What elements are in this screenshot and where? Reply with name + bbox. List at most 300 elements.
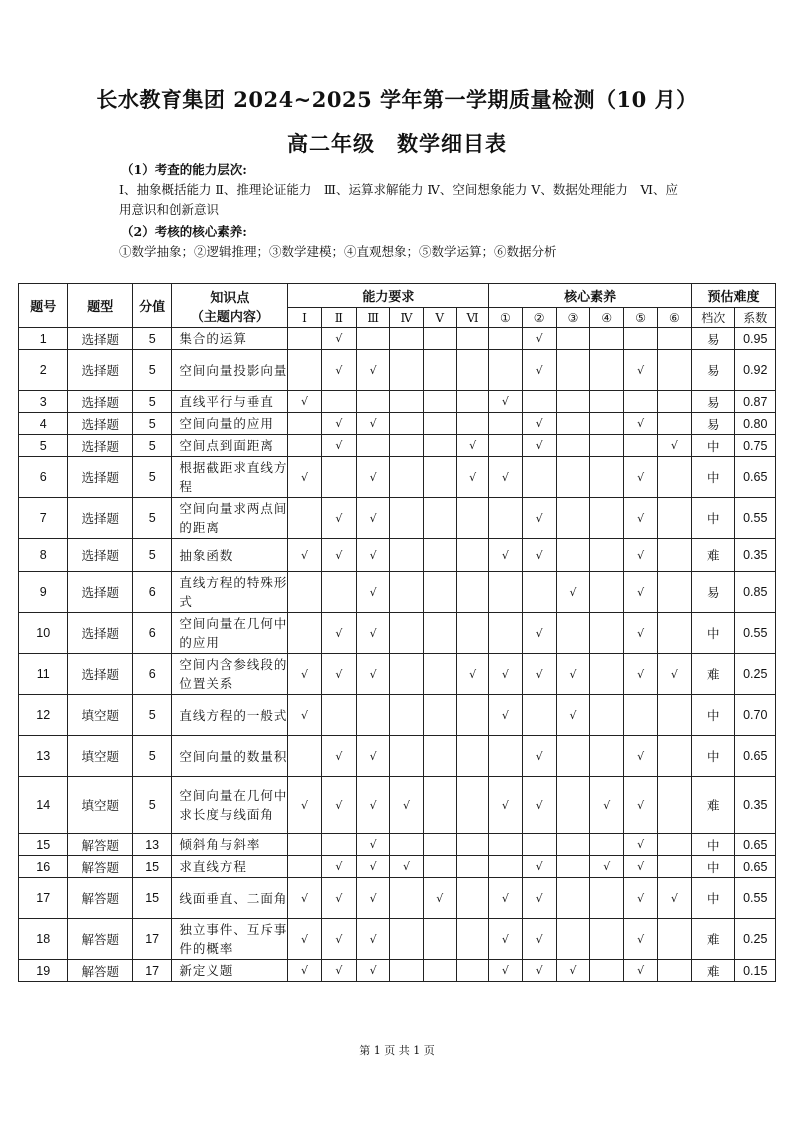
ability-empty xyxy=(321,834,356,856)
literacy-section xyxy=(119,222,679,262)
question-number: 11 xyxy=(19,654,68,695)
question-score: 5 xyxy=(133,350,172,391)
difficulty-level: 难 xyxy=(692,539,735,572)
question-number: 4 xyxy=(19,413,68,435)
header-topic-line2: （主题内容） xyxy=(190,309,269,325)
ability-check: √ xyxy=(423,878,456,919)
question-type: 解答题 xyxy=(68,878,133,919)
ability-empty xyxy=(390,878,423,919)
ability-check: √ xyxy=(357,856,390,878)
literacy-check: √ xyxy=(624,919,657,960)
question-topic: 空间向量求两点间的距离 xyxy=(172,498,288,539)
ability-check: √ xyxy=(357,350,390,391)
literacy-empty xyxy=(657,736,691,777)
literacy-empty xyxy=(489,328,522,350)
difficulty-coefficient: 0.55 xyxy=(735,878,776,919)
question-type: 填空题 xyxy=(68,695,133,736)
header-ability: 能力要求 xyxy=(288,284,489,308)
ability-empty xyxy=(423,613,456,654)
question-score: 17 xyxy=(133,919,172,960)
question-topic: 新定义题 xyxy=(172,960,288,982)
literacy-check: √ xyxy=(522,613,556,654)
table-row xyxy=(19,391,776,413)
literacy-empty xyxy=(522,572,556,613)
literacy-empty xyxy=(657,391,691,413)
question-type: 填空题 xyxy=(68,777,133,834)
ability-check: √ xyxy=(357,413,390,435)
literacy-empty xyxy=(657,960,691,982)
literacy-empty xyxy=(489,613,522,654)
table-row xyxy=(19,572,776,613)
difficulty-col-header: 系数 xyxy=(735,308,776,328)
literacy-empty xyxy=(489,834,522,856)
literacy-empty xyxy=(657,613,691,654)
ability-empty xyxy=(423,350,456,391)
ability-empty xyxy=(390,435,423,457)
ability-empty xyxy=(288,413,321,435)
literacy-empty xyxy=(590,350,624,391)
ability-check: √ xyxy=(357,834,390,856)
ability-check: √ xyxy=(357,777,390,834)
question-topic: 独立事件、互斥事件的概率 xyxy=(172,919,288,960)
ability-col-header: Ⅴ xyxy=(423,308,456,328)
ability-empty xyxy=(423,919,456,960)
ability-empty xyxy=(456,878,488,919)
table-row xyxy=(19,413,776,435)
literacy-check: √ xyxy=(489,960,522,982)
question-number: 19 xyxy=(19,960,68,982)
difficulty-level: 中 xyxy=(692,856,735,878)
ability-empty xyxy=(423,654,456,695)
question-score: 5 xyxy=(133,695,172,736)
literacy-check: √ xyxy=(556,572,589,613)
difficulty-coefficient: 0.95 xyxy=(735,328,776,350)
ability-check: √ xyxy=(288,878,321,919)
difficulty-coefficient: 0.65 xyxy=(735,856,776,878)
ability-empty xyxy=(357,435,390,457)
ability-empty xyxy=(423,328,456,350)
difficulty-coefficient: 0.55 xyxy=(735,498,776,539)
table-row xyxy=(19,919,776,960)
literacy-empty xyxy=(657,328,691,350)
question-topic: 空间向量在几何中的应用 xyxy=(172,613,288,654)
literacy-empty xyxy=(590,695,624,736)
ability-check: √ xyxy=(321,919,356,960)
difficulty-level: 易 xyxy=(692,391,735,413)
literacy-empty xyxy=(657,856,691,878)
literacy-check: √ xyxy=(624,613,657,654)
ability-check: √ xyxy=(357,654,390,695)
ability-empty xyxy=(456,413,488,435)
literacy-check: √ xyxy=(489,777,522,834)
question-score: 5 xyxy=(133,736,172,777)
ability-check: √ xyxy=(321,539,356,572)
header-no: 题号 xyxy=(19,284,68,328)
difficulty-level: 易 xyxy=(692,572,735,613)
ability-empty xyxy=(456,919,488,960)
ability-col-header: Ⅱ xyxy=(321,308,356,328)
difficulty-level: 中 xyxy=(692,435,735,457)
difficulty-level: 易 xyxy=(692,328,735,350)
question-number: 9 xyxy=(19,572,68,613)
ability-empty xyxy=(423,736,456,777)
ability-empty xyxy=(456,856,488,878)
ability-empty xyxy=(288,856,321,878)
literacy-check: √ xyxy=(489,919,522,960)
literacy-check: √ xyxy=(624,654,657,695)
literacy-check: √ xyxy=(522,919,556,960)
difficulty-level: 中 xyxy=(692,498,735,539)
ability-check: √ xyxy=(288,960,321,982)
ability-check: √ xyxy=(357,539,390,572)
question-number: 1 xyxy=(19,328,68,350)
literacy-check: √ xyxy=(624,350,657,391)
literacy-empty xyxy=(556,856,589,878)
literacy-check: √ xyxy=(624,572,657,613)
ability-check: √ xyxy=(288,695,321,736)
document-title: 长水教育集团 2024~2025 学年第一学期质量检测（10 月） xyxy=(96,87,698,112)
ability-heading: （1）考查的能力层次: xyxy=(121,162,247,177)
difficulty-level: 中 xyxy=(692,613,735,654)
question-score: 5 xyxy=(133,435,172,457)
difficulty-coefficient: 0.80 xyxy=(735,413,776,435)
question-type: 选择题 xyxy=(68,350,133,391)
literacy-check: √ xyxy=(522,328,556,350)
difficulty-level: 中 xyxy=(692,695,735,736)
ability-check: √ xyxy=(390,856,423,878)
literacy-empty xyxy=(522,457,556,498)
ability-check: √ xyxy=(321,498,356,539)
question-type: 选择题 xyxy=(68,654,133,695)
literacy-check: √ xyxy=(489,391,522,413)
literacy-empty xyxy=(590,328,624,350)
detail-table xyxy=(18,283,776,982)
question-type: 选择题 xyxy=(68,572,133,613)
question-number: 14 xyxy=(19,777,68,834)
question-type: 解答题 xyxy=(68,960,133,982)
difficulty-coefficient: 0.35 xyxy=(735,777,776,834)
ability-empty xyxy=(423,498,456,539)
difficulty-level: 难 xyxy=(692,777,735,834)
ability-empty xyxy=(423,435,456,457)
ability-check: √ xyxy=(321,435,356,457)
literacy-text: ①数学抽象；②逻辑推理；③数学建模；④直观想象；⑤数学运算；⑥数据分析 xyxy=(119,244,557,259)
question-score: 6 xyxy=(133,654,172,695)
ability-empty xyxy=(288,498,321,539)
question-topic: 空间向量的数量积 xyxy=(172,736,288,777)
literacy-empty xyxy=(556,539,589,572)
literacy-check: √ xyxy=(624,457,657,498)
difficulty-coefficient: 0.70 xyxy=(735,695,776,736)
ability-empty xyxy=(423,960,456,982)
ability-empty xyxy=(456,960,488,982)
table-row xyxy=(19,613,776,654)
literacy-empty xyxy=(624,695,657,736)
ability-empty xyxy=(390,457,423,498)
literacy-col-header: ④ xyxy=(590,308,624,328)
difficulty-level: 中 xyxy=(692,878,735,919)
literacy-check: √ xyxy=(522,350,556,391)
literacy-empty xyxy=(657,572,691,613)
question-score: 5 xyxy=(133,413,172,435)
question-score: 5 xyxy=(133,539,172,572)
ability-check: √ xyxy=(288,777,321,834)
literacy-empty xyxy=(624,435,657,457)
ability-check: √ xyxy=(321,654,356,695)
question-number: 10 xyxy=(19,613,68,654)
literacy-col-header: ⑥ xyxy=(657,308,691,328)
ability-empty xyxy=(390,919,423,960)
question-score: 5 xyxy=(133,457,172,498)
literacy-empty xyxy=(556,391,589,413)
literacy-check: √ xyxy=(489,878,522,919)
ability-col-header: Ⅵ xyxy=(456,308,488,328)
ability-check: √ xyxy=(288,539,321,572)
literacy-check: √ xyxy=(657,654,691,695)
table-row xyxy=(19,539,776,572)
difficulty-coefficient: 0.25 xyxy=(735,919,776,960)
ability-col-header: Ⅰ xyxy=(288,308,321,328)
question-number: 6 xyxy=(19,457,68,498)
question-score: 17 xyxy=(133,960,172,982)
table-row xyxy=(19,736,776,777)
ability-empty xyxy=(390,654,423,695)
ability-empty xyxy=(288,572,321,613)
literacy-check: √ xyxy=(522,960,556,982)
table-row xyxy=(19,457,776,498)
difficulty-coefficient: 0.87 xyxy=(735,391,776,413)
ability-empty xyxy=(390,736,423,777)
header-score: 分值 xyxy=(133,284,172,328)
difficulty-coefficient: 0.75 xyxy=(735,435,776,457)
question-topic: 集合的运算 xyxy=(172,328,288,350)
ability-empty xyxy=(456,834,488,856)
question-topic: 空间向量在几何中求长度与线面角 xyxy=(172,777,288,834)
ability-check: √ xyxy=(456,435,488,457)
literacy-check: √ xyxy=(624,777,657,834)
ability-empty xyxy=(456,328,488,350)
ability-check: √ xyxy=(357,457,390,498)
literacy-empty xyxy=(556,350,589,391)
table-row xyxy=(19,777,776,834)
question-topic: 直线方程的特殊形式 xyxy=(172,572,288,613)
difficulty-coefficient: 0.92 xyxy=(735,350,776,391)
literacy-check: √ xyxy=(624,413,657,435)
ability-empty xyxy=(423,834,456,856)
literacy-empty xyxy=(590,834,624,856)
question-score: 5 xyxy=(133,498,172,539)
literacy-check: √ xyxy=(522,539,556,572)
ability-check: √ xyxy=(456,654,488,695)
literacy-col-header: ⑤ xyxy=(624,308,657,328)
ability-check: √ xyxy=(321,960,356,982)
ability-empty xyxy=(288,350,321,391)
ability-empty xyxy=(423,856,456,878)
literacy-empty xyxy=(657,539,691,572)
literacy-empty xyxy=(556,413,589,435)
literacy-check: √ xyxy=(489,457,522,498)
literacy-check: √ xyxy=(489,539,522,572)
question-score: 13 xyxy=(133,834,172,856)
ability-empty xyxy=(357,391,390,413)
table-row xyxy=(19,498,776,539)
question-topic: 空间向量投影向量 xyxy=(172,350,288,391)
question-number: 16 xyxy=(19,856,68,878)
literacy-empty xyxy=(657,413,691,435)
literacy-col-header: ① xyxy=(489,308,522,328)
literacy-check: √ xyxy=(489,695,522,736)
ability-empty xyxy=(423,539,456,572)
literacy-empty xyxy=(590,539,624,572)
literacy-check: √ xyxy=(522,654,556,695)
literacy-check: √ xyxy=(522,878,556,919)
header-topic-line1: 知识点 xyxy=(210,290,250,306)
question-score: 15 xyxy=(133,856,172,878)
question-topic: 线面垂直、二面角 xyxy=(172,878,288,919)
literacy-empty xyxy=(556,613,589,654)
ability-check: √ xyxy=(288,391,321,413)
question-topic: 空间内含参线段的位置关系 xyxy=(172,654,288,695)
literacy-check: √ xyxy=(556,695,589,736)
difficulty-coefficient: 0.85 xyxy=(735,572,776,613)
table-row xyxy=(19,856,776,878)
literacy-empty xyxy=(590,919,624,960)
ability-check: √ xyxy=(321,856,356,878)
question-type: 解答题 xyxy=(68,919,133,960)
literacy-check: √ xyxy=(522,498,556,539)
literacy-check: √ xyxy=(624,856,657,878)
question-topic: 直线平行与垂直 xyxy=(172,391,288,413)
ability-check: √ xyxy=(357,919,390,960)
literacy-empty xyxy=(556,919,589,960)
ability-empty xyxy=(423,777,456,834)
question-number: 17 xyxy=(19,878,68,919)
difficulty-coefficient: 0.55 xyxy=(735,613,776,654)
ability-empty xyxy=(390,539,423,572)
ability-check: √ xyxy=(357,572,390,613)
question-score: 6 xyxy=(133,572,172,613)
literacy-empty xyxy=(590,654,624,695)
question-type: 选择题 xyxy=(68,539,133,572)
ability-empty xyxy=(456,695,488,736)
ability-check: √ xyxy=(321,736,356,777)
question-number: 15 xyxy=(19,834,68,856)
ability-empty xyxy=(456,613,488,654)
ability-empty xyxy=(456,572,488,613)
page-footer: 第 1 页 共 1 页 xyxy=(359,1044,435,1057)
literacy-empty xyxy=(657,834,691,856)
literacy-check: √ xyxy=(522,736,556,777)
literacy-empty xyxy=(556,498,589,539)
question-score: 5 xyxy=(133,777,172,834)
question-topic: 直线方程的一般式 xyxy=(172,695,288,736)
difficulty-level: 易 xyxy=(692,413,735,435)
ability-check: √ xyxy=(357,498,390,539)
question-type: 选择题 xyxy=(68,457,133,498)
ability-empty xyxy=(423,413,456,435)
literacy-empty xyxy=(590,613,624,654)
question-number: 18 xyxy=(19,919,68,960)
ability-empty xyxy=(357,695,390,736)
literacy-empty xyxy=(590,413,624,435)
difficulty-coefficient: 0.65 xyxy=(735,457,776,498)
literacy-heading: （2）考核的核心素养: xyxy=(121,224,247,239)
ability-empty xyxy=(390,695,423,736)
ability-check: √ xyxy=(288,457,321,498)
ability-empty xyxy=(423,695,456,736)
ability-empty xyxy=(390,350,423,391)
literacy-empty xyxy=(556,435,589,457)
ability-check: √ xyxy=(357,878,390,919)
question-type: 选择题 xyxy=(68,498,133,539)
literacy-empty xyxy=(590,960,624,982)
literacy-empty xyxy=(590,736,624,777)
ability-empty xyxy=(390,391,423,413)
literacy-empty xyxy=(624,328,657,350)
ability-empty xyxy=(390,498,423,539)
ability-check: √ xyxy=(321,350,356,391)
table-row xyxy=(19,654,776,695)
literacy-empty xyxy=(556,878,589,919)
ability-col-header: Ⅲ xyxy=(357,308,390,328)
literacy-empty xyxy=(590,498,624,539)
ability-check: √ xyxy=(288,654,321,695)
ability-col-header: Ⅳ xyxy=(390,308,423,328)
table-row xyxy=(19,350,776,391)
literacy-check: √ xyxy=(624,834,657,856)
difficulty-coefficient: 0.65 xyxy=(735,834,776,856)
literacy-empty xyxy=(522,834,556,856)
ability-check: √ xyxy=(288,919,321,960)
ability-empty xyxy=(321,457,356,498)
question-score: 6 xyxy=(133,613,172,654)
table-row xyxy=(19,695,776,736)
header-literacy: 核心素养 xyxy=(489,284,692,308)
ability-empty xyxy=(456,539,488,572)
ability-check: √ xyxy=(321,878,356,919)
difficulty-coefficient: 0.15 xyxy=(735,960,776,982)
literacy-empty xyxy=(590,572,624,613)
difficulty-level: 易 xyxy=(692,350,735,391)
table-row xyxy=(19,834,776,856)
literacy-col-header: ③ xyxy=(556,308,589,328)
ability-empty xyxy=(456,498,488,539)
difficulty-level: 中 xyxy=(692,457,735,498)
literacy-empty xyxy=(657,350,691,391)
literacy-empty xyxy=(657,457,691,498)
ability-check: √ xyxy=(321,413,356,435)
literacy-empty xyxy=(556,777,589,834)
literacy-empty xyxy=(624,391,657,413)
ability-empty xyxy=(390,613,423,654)
literacy-empty xyxy=(489,736,522,777)
ability-empty xyxy=(390,834,423,856)
literacy-empty xyxy=(489,856,522,878)
literacy-empty xyxy=(489,413,522,435)
table-row xyxy=(19,878,776,919)
question-topic: 空间点到面距离 xyxy=(172,435,288,457)
literacy-empty xyxy=(556,457,589,498)
ability-check: √ xyxy=(390,777,423,834)
literacy-check: √ xyxy=(556,960,589,982)
literacy-check: √ xyxy=(590,856,624,878)
question-score: 5 xyxy=(133,328,172,350)
document-subtitle: 高二年级 数学细目表 xyxy=(287,131,507,156)
question-type: 选择题 xyxy=(68,435,133,457)
ability-empty xyxy=(321,391,356,413)
question-type: 选择题 xyxy=(68,328,133,350)
ability-check: √ xyxy=(357,960,390,982)
